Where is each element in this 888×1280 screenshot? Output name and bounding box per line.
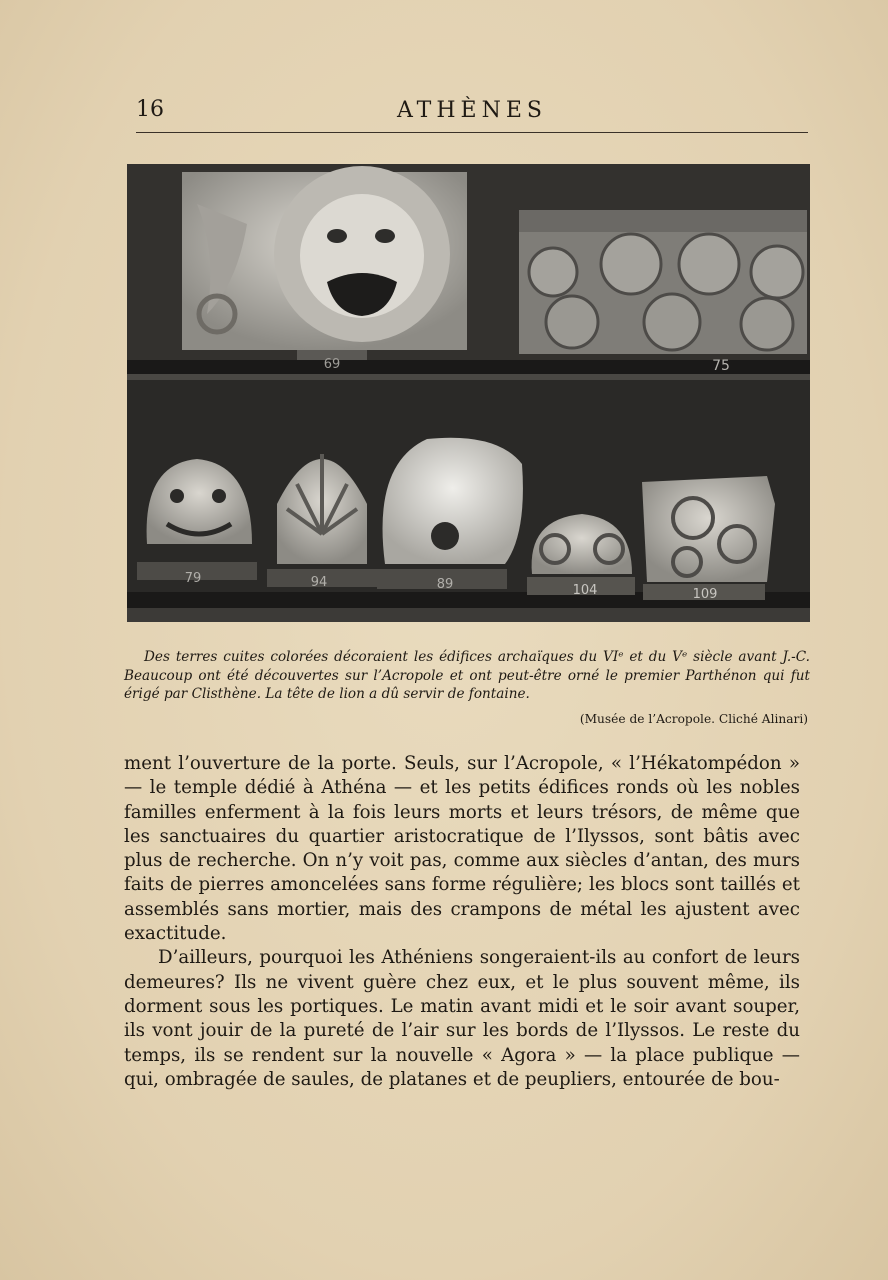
shelf-label: 69 xyxy=(323,357,341,372)
shelf-label: 109 xyxy=(692,587,718,602)
museum-photo xyxy=(127,164,810,622)
running-title: ATHÈNES xyxy=(397,98,547,123)
shelf-label: 75 xyxy=(712,358,730,374)
page-number: 16 xyxy=(136,97,164,122)
shelf-label: 79 xyxy=(184,571,202,586)
rosette-block xyxy=(642,476,775,600)
photo-caption: Des terres cuites colorées décoraient les édifices archaïques du VIᵉ et du Vᵉ siècle avant J.-C. Beaucoup ont été découvertes sur l’Acropole et ont peut-être orné le premier Parthénon qui fut érigé par Clisthène. La tête de lion a dû servir de fontaine. xyxy=(124,649,810,702)
paragraph: ment l’ouverture de la porte. Seuls, sur l’Acropole, « l’Hékatompédon » — le temple dédié à Athéna — et les petits édifices ronds où les nobles familles enferment à la fois leurs morts et leurs trésors, de même que les sanctuaires du quartier aristocratique de l’Ilyssos, sont bâtis avec plus de recherche. On n’y voit pas, comme aux siècles d’antan, des murs faits de pierres amoncelées sans forme régulière; les blocs sont taillés et assemblés sans mortier, mais des crampons de métal les ajustent avec exactitude. xyxy=(124,753,800,945)
body-text xyxy=(124,752,800,1092)
lion-head-sculpture xyxy=(182,166,467,350)
rosette-frieze xyxy=(519,210,807,354)
shelf-label: 89 xyxy=(436,577,454,592)
paragraph: D’ailleurs, pourquoi les Athéniens songeraient-ils au confort de leurs demeures? Ils ne vivent guère chez eux, et le plus souvent même, ils dorment sous les portiques. Le matin avant midi et le soir avant souper, ils vont jouir de la pureté de l’air sur les bords de l’Ilyssos. Le reste du temps, ils se rendent sur la nouvelle « Agora » — la place publique — qui, ombragée de saules, de platanes et de peupliers, entourée de bou- xyxy=(124,947,800,1090)
shelf-label: 94 xyxy=(310,575,328,590)
photo-credit: (Musée de l’Acropole. Cliché Alinari) xyxy=(579,712,808,726)
shelf-label: 104 xyxy=(572,583,598,598)
page-header xyxy=(136,96,808,133)
